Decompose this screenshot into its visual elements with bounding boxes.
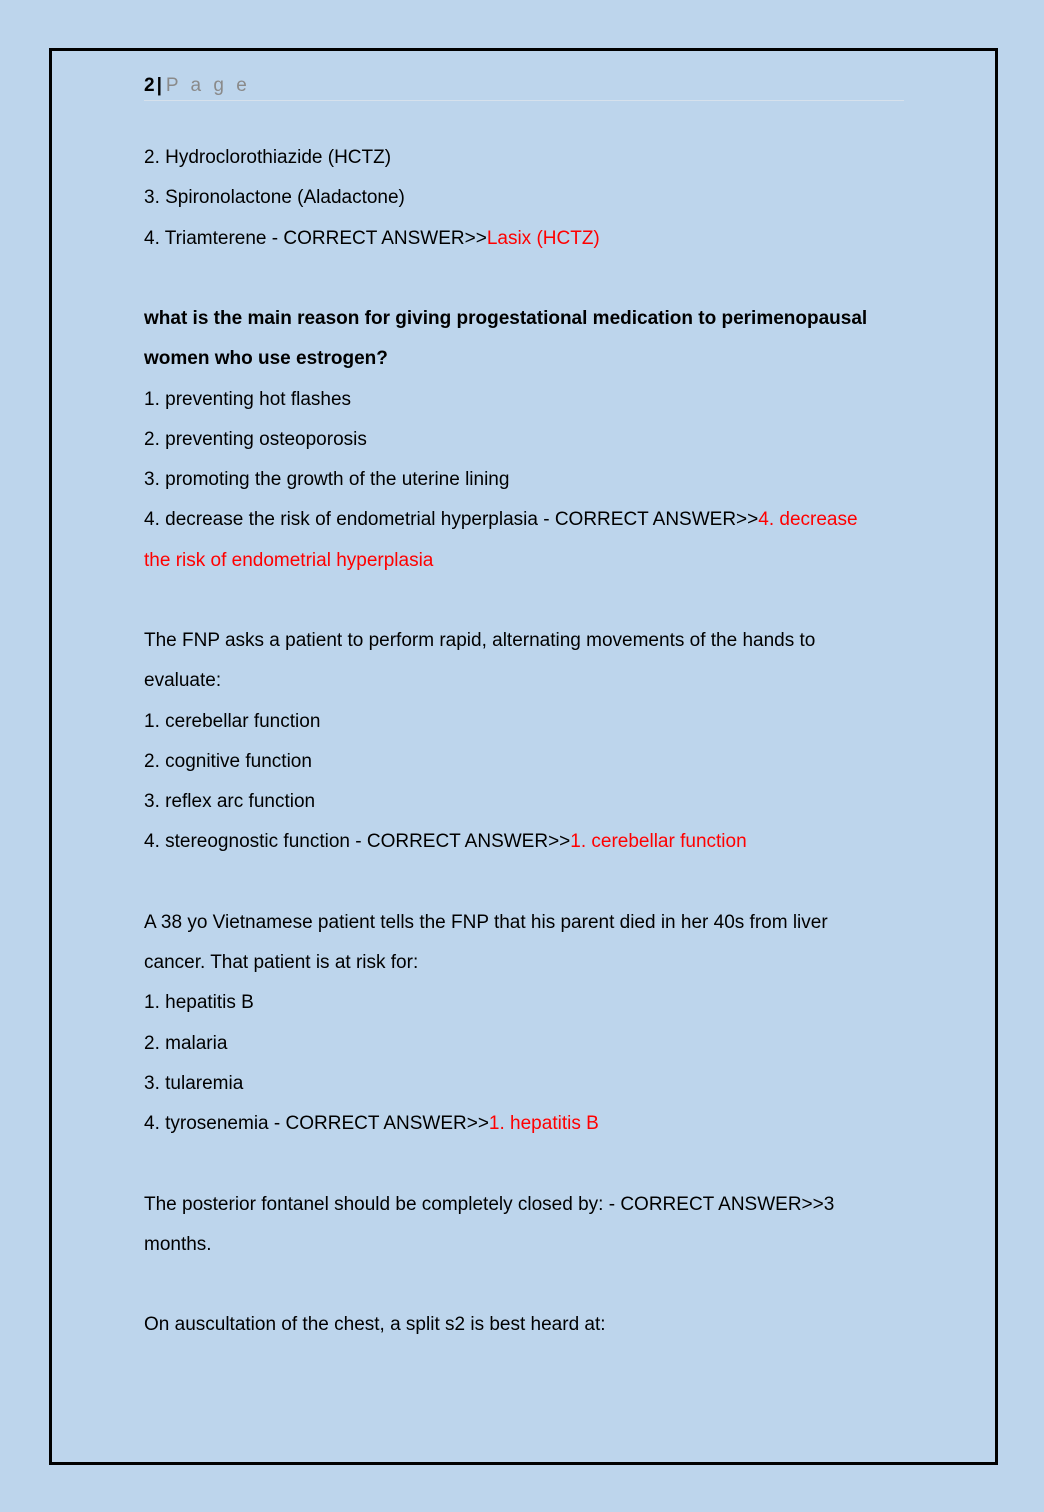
option-line <box>144 702 904 742</box>
option-text: 1. preventing hot flashes <box>144 388 352 410</box>
option-text: 3. Spironolactone (Aladactone) <box>144 187 405 209</box>
option-text: 4. stereognostic function - <box>144 831 367 853</box>
option-line <box>144 1064 904 1104</box>
spacer <box>144 1144 904 1184</box>
question-stem <box>144 1225 904 1265</box>
question-stem <box>144 621 904 661</box>
option-text: 4. decrease the risk of endometrial hyperplasia - <box>144 509 555 531</box>
option-line <box>144 500 904 540</box>
answer-text: months. <box>144 1233 212 1255</box>
question-stem <box>144 943 904 983</box>
option-text: 4. tyrosenemia - <box>144 1113 286 1134</box>
question-stem <box>144 903 904 943</box>
correct-answer: 4. decrease <box>758 509 858 531</box>
option-line <box>144 541 904 581</box>
correct-answer: 1. hepatitis B <box>488 1113 599 1134</box>
question-text: The posterior fontanel should be completely closed by: - <box>144 1193 621 1215</box>
question-text: cancer. That patient is at risk for: <box>144 952 419 973</box>
question-stem <box>144 299 904 339</box>
option-line <box>144 1104 904 1144</box>
option-text: 1. hepatitis B <box>144 992 254 1014</box>
header-separator: | <box>156 75 162 96</box>
answer-prefix: CORRECT ANSWER>> <box>554 509 759 531</box>
option-text: 4. Triamterene - <box>144 227 284 249</box>
option-text: 1. cerebellar function <box>144 710 321 732</box>
option-text: 2. malaria <box>144 1032 228 1054</box>
document-body <box>144 138 904 1346</box>
answer-prefix: CORRECT ANSWER>> <box>366 831 571 853</box>
answer-prefix: CORRECT ANSWER>> <box>285 1113 489 1134</box>
option-text: 3. tularemia <box>144 1072 244 1094</box>
option-line <box>144 420 904 460</box>
question-text: women who use estrogen? <box>144 348 388 370</box>
question-stem <box>144 1185 904 1225</box>
option-line <box>144 782 904 822</box>
option-text: 3. reflex arc function <box>144 791 316 812</box>
question-text: evaluate: <box>144 670 222 692</box>
option-line <box>144 380 904 420</box>
question-stem <box>144 661 904 701</box>
option-text: 2. cognitive function <box>144 750 312 772</box>
spacer <box>144 863 904 903</box>
correct-answer: the risk of endometrial hyperplasia <box>144 549 434 571</box>
question-stem <box>144 1305 904 1345</box>
question-text: A 38 yo Vietnamese patient tells the FNP that his parent died in her 40s from liver <box>144 911 828 933</box>
answer-prefix: CORRECT ANSWER>>3 <box>620 1193 835 1215</box>
question-text: what is the main reason for giving progestational medication to perimenopausal <box>144 308 868 329</box>
page-label: P a g e <box>165 75 251 96</box>
option-line <box>144 1024 904 1064</box>
question-stem <box>144 339 904 379</box>
spacer <box>144 1265 904 1305</box>
option-text: 2. Hydroclorothiazide (HCTZ) <box>144 147 392 168</box>
question-text: The FNP asks a patient to perform rapid, alternating movements of the hands to <box>144 630 816 651</box>
spacer <box>144 259 904 299</box>
option-line <box>144 983 904 1023</box>
option-line <box>144 138 904 178</box>
page-header <box>144 74 904 101</box>
option-line <box>144 742 904 782</box>
option-line <box>144 822 904 862</box>
option-line <box>144 219 904 259</box>
option-text: 2. preventing osteoporosis <box>144 428 367 450</box>
correct-answer: Lasix (HCTZ) <box>486 227 600 249</box>
question-text: On auscultation of the chest, a split s2 is best heard at: <box>144 1314 606 1336</box>
correct-answer: 1. cerebellar function <box>570 831 747 853</box>
option-text: 3. promoting the growth of the uterine lining <box>144 469 510 490</box>
page-number: 2 <box>144 75 155 96</box>
option-line <box>144 460 904 500</box>
spacer <box>144 581 904 621</box>
answer-prefix: CORRECT ANSWER>> <box>283 227 487 249</box>
option-line <box>144 178 904 218</box>
